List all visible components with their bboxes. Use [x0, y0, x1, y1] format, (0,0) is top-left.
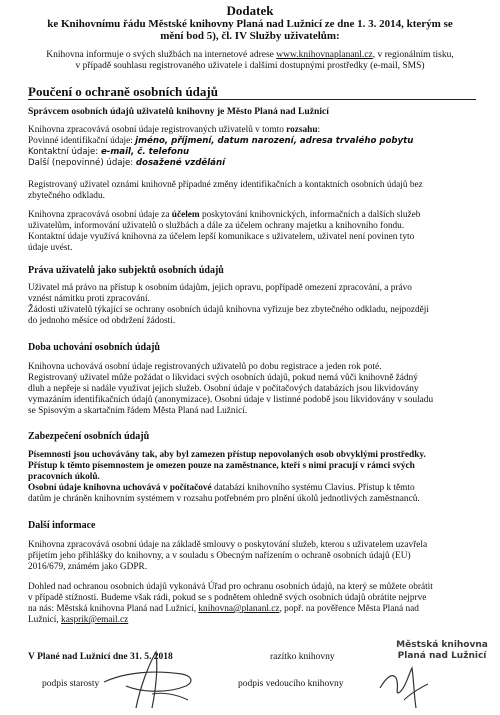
controller-text: Správcem osobních údajů uživatelů knihovny je [28, 106, 227, 117]
rights-heading: Práva uživatelů jako subjektů osobních údajů [28, 265, 224, 276]
rights-line-3: Žádosti uživatelů týkající se ochrany osobních údajů knihovna vyřizuje bez zbytečného odkladu, nejpozději [28, 305, 429, 315]
security-text-1: Osobní údaje knihovna uchovává v [28, 483, 170, 493]
changes-line-2: zbytečného odkladu. [28, 191, 105, 201]
rights-line-2: vznést námitku proti zpracování. [28, 294, 150, 304]
intro-paragraph [10, 50, 490, 72]
purpose-line-3: Kontaktní údaje využívá knihovna za účelem lepší komunikace s uživatelem, uživatel není povinen tyto [28, 232, 415, 242]
changes-paragraph [28, 180, 480, 202]
more-line-5: v případě stížnosti. Budeme však rádi, pokud se s podnětem ohledně svých osobních údajů obrátíte nejprve [28, 593, 427, 603]
more-info-paragraph-1 [28, 540, 480, 573]
intro-text-2: , v regionálním tisku, [372, 50, 454, 60]
changes-line-1: Registrovaný uživatel oznámí knihovně případné změny identifikačních a kontaktních osobních údajů bez [28, 180, 423, 190]
footer-date: V Plané nad Lužnicí dne 31. 5. 2018 [28, 652, 173, 662]
purpose-keyword: účelem [171, 210, 200, 220]
security-heading: Zabezpečení osobních údajů [28, 431, 150, 442]
security-line-2: Přístup k těmto písemnostem je omezen pouze na zaměstnance, kteří s nimi pracují v rámci svých [28, 461, 415, 471]
retention-line-3: dluh a nepřeje si nadále využívat jejich služeb. Osobní údaje v počítačových databázích jsou likvidovány [28, 384, 419, 394]
purpose-text-2: poskytování knihovnických, informačních a dalších služeb [199, 210, 421, 220]
mandatory-value: jméno, příjmení, datum narození, adresa trvalého pobytu [135, 136, 414, 146]
scope-keyword: rozsahu [286, 125, 318, 135]
intro-text-1: Knihovna informuje o svých službách na internetové adrese [46, 50, 277, 60]
security-keyword: počítačové [169, 483, 212, 493]
document-header [0, 4, 500, 42]
rights-line-1: Uživatel má právo na přístup k osobním údajům, jejich opravu, popřípadě omezení zpracování, a právo [28, 283, 412, 293]
more-text-6b: , popř. na pověřence Města Planá nad [279, 604, 419, 614]
security-line-3: pracovních úkolů. [28, 472, 100, 482]
header-line-2: ke Knihovnímu řádu Městské knihovny Planá nad Lužnicí ze dne 1. 3. 2014, kterým se [47, 18, 453, 30]
more-line-1: Knihovna zpracovává osobní údaje na základě smlouvy o poskytování služeb, kterou s uživatelem uzavřela [28, 540, 428, 550]
contact-label: Kontaktní údaje: [28, 147, 101, 157]
head-signature [374, 648, 434, 712]
stamp-label: razítko knihovny [270, 652, 335, 662]
more-info-paragraph-2 [28, 582, 480, 626]
retention-line-5: se Spisovým a skartačním řádem Města Planá nad Lužnicí. [28, 406, 248, 416]
library-email-link[interactable]: knihovna@plananl.cz [198, 604, 280, 614]
retention-heading: Doba uchování osobních údajů [28, 342, 160, 353]
head-signature-label: podpis vedoucího knihovny [238, 679, 344, 689]
website-link[interactable]: www.knihovnaplananl.cz [276, 50, 373, 60]
security-line-1: Písemnosti jsou uchovávány tak, aby byl zamezen přístup nepovolaných osob obvyklými prostředky. [28, 450, 426, 460]
stamp-line-1: Městská knihovna [396, 640, 488, 650]
purpose-paragraph [28, 210, 480, 254]
optional-label: Další (nepovinné) údaje: [28, 158, 136, 168]
mandatory-label: Povinné identifikační údaje: [28, 136, 136, 146]
intro-line-2: v případě souhlasu registrovaného uživatele i dalšími dostupnými prostředky (e-mail, SMS) [75, 61, 425, 71]
optional-value: dosažené vzdělání [135, 158, 226, 168]
security-paragraph [28, 450, 480, 505]
controller-name: Město Planá nad Lužnicí [226, 106, 329, 117]
header-line-3: mění bod 5), čl. IV Služby uživatelům: [160, 30, 340, 42]
more-line-4: Dohled nad ochranou osobních údajů vykonává Úřad pro ochranu osobních údajů, na který se můžete obrátit [28, 582, 433, 592]
purpose-line-2: uživatelům, informování uživatelů o službách a dále za účelem ochrany majetku a knihovního fondu. [28, 221, 405, 231]
retention-paragraph [28, 362, 480, 417]
scope-text: Knihovna zpracovává osobní údaje registrovaných uživatelů v tomto [28, 125, 287, 135]
section-title: Poučení o ochraně osobních údajů [28, 84, 218, 99]
more-info-heading: Další informace [28, 520, 96, 531]
document-title: Dodatek [226, 3, 274, 18]
purpose-text-1: Knihovna zpracovává osobní údaje za [28, 210, 172, 220]
contact-value: e-mail, č. telefonu [100, 147, 190, 157]
dpo-email-link[interactable]: kasprik@email.cz [61, 615, 129, 625]
more-line-3: 2016/679, známém jako GDPR. [28, 562, 148, 572]
security-line-5: datům je chráněn knihovním systémem v rozsahu potřebném pro plnění úkolů jednotlivých zaměstnanců. [28, 494, 420, 504]
mayor-signature-label: podpis starosty [42, 679, 100, 689]
stamp-line-2: Planá nad Lužnicí [397, 651, 487, 661]
title-divider [28, 99, 476, 100]
more-text-6a: na nás: Městská knihovna Planá nad Lužnicí, [28, 604, 199, 614]
mayor-signature [96, 648, 206, 712]
more-line-2: přijetím jeho přihlášky do knihovny, a v souladu s Obecným nařízením o ochraně osobních údajů (EU) [28, 551, 411, 561]
retention-line-1: Knihovna uchovává osobní údaje registrovaných uživatelů po dobu registrace a jeden rok poté. [28, 362, 382, 372]
more-text-7a: Lužnicí, [28, 615, 62, 625]
retention-line-2: Registrovaný uživatel může požádat o likvidaci svých osobních údajů, pokud nemá vůči knihovně žádný [28, 373, 418, 383]
purpose-line-4: údaje uvést. [28, 243, 73, 253]
scope-colon: : [317, 125, 321, 135]
retention-line-4: vymazáním identifikačních údajů (anonymizace). Osobní údaje v listinné podobě jsou likvidovány v souladu [28, 395, 434, 405]
rights-paragraph [28, 283, 480, 327]
controller-line [28, 106, 480, 117]
rights-line-4: do jednoho měsíce od obdržení žádosti. [28, 316, 176, 326]
security-text-2: databázi knihovního systému Clavius. Přístup k těmto [211, 483, 415, 493]
scope-block [28, 125, 480, 169]
